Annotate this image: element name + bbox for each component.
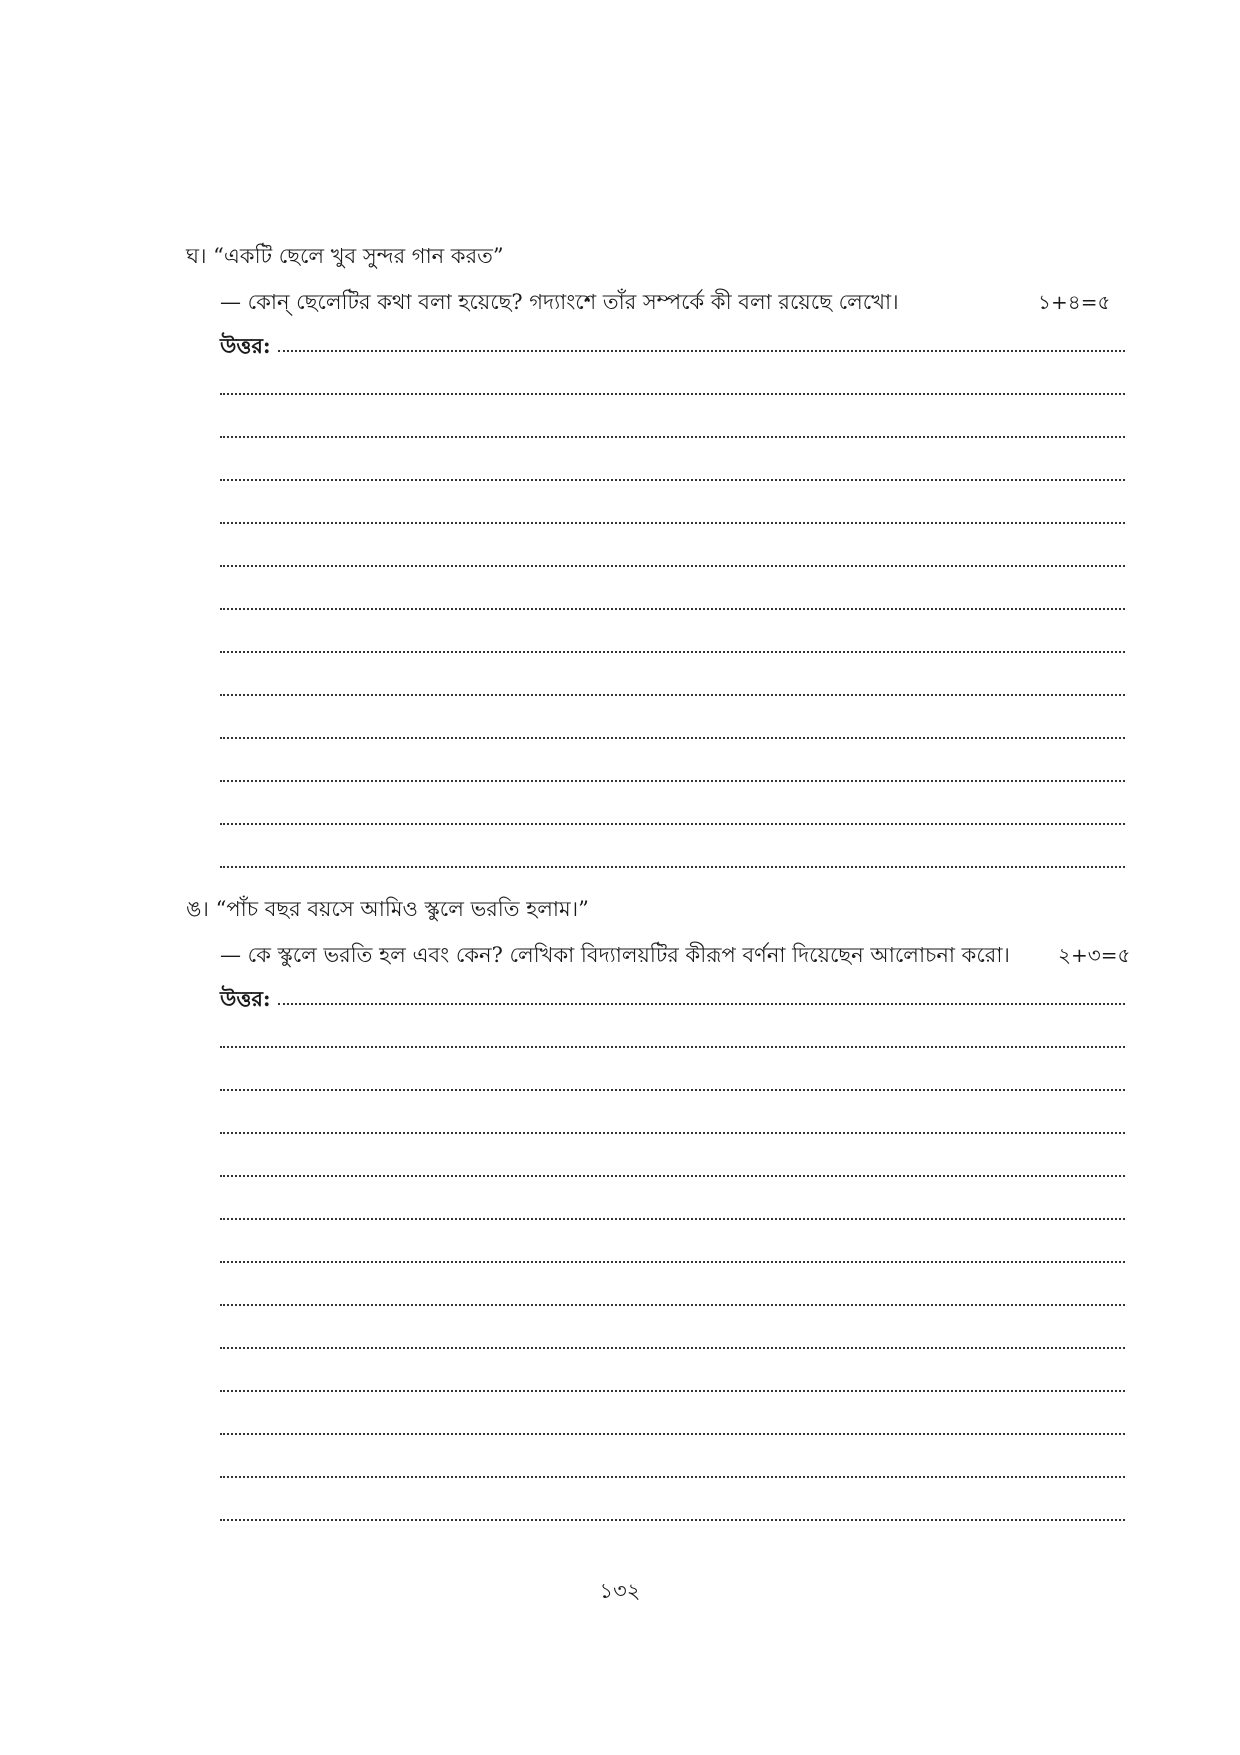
- answer-line[interactable]: [220, 1132, 1125, 1134]
- question-nga-heading: [186, 893, 589, 928]
- answer-line[interactable]: [220, 1519, 1125, 1521]
- answer-line[interactable]: [220, 565, 1125, 567]
- answer-line[interactable]: [220, 608, 1125, 610]
- answer-line[interactable]: [220, 393, 1125, 395]
- answer-line[interactable]: [220, 1218, 1125, 1220]
- question-gha-number: ঘ।: [186, 244, 207, 268]
- answer-line[interactable]: [220, 651, 1125, 653]
- question-gha-heading: [186, 240, 504, 275]
- page-number: ১৩২: [599, 1579, 641, 1603]
- answer-line[interactable]: [220, 522, 1125, 524]
- question-nga-quote: “পাঁচ বছর বয়সে আমিও স্কুলে ভরতি হলাম।”: [215, 897, 589, 921]
- answer-line[interactable]: [220, 780, 1125, 782]
- question-nga-answer-label: উত্তর:: [220, 986, 271, 1011]
- answer-line[interactable]: [220, 1089, 1125, 1091]
- answer-line[interactable]: [220, 737, 1125, 739]
- answer-line[interactable]: [220, 1175, 1125, 1177]
- answer-line[interactable]: [220, 1390, 1125, 1392]
- answer-line[interactable]: [278, 1003, 1125, 1005]
- answer-line[interactable]: [220, 1046, 1125, 1048]
- answer-line[interactable]: [220, 823, 1125, 825]
- answer-line[interactable]: [220, 1347, 1125, 1349]
- question-gha-quote: “একটি ছেলে খুব সুন্দর গান করত”: [213, 244, 504, 268]
- answer-line[interactable]: [220, 1476, 1125, 1478]
- answer-line[interactable]: [278, 350, 1125, 352]
- question-nga-marks: ২+৩=৫: [1058, 943, 1131, 967]
- answer-line[interactable]: [220, 694, 1125, 696]
- question-gha-prompt: — কোন্ ছেলেটির কথা বলা হয়েছে? গদ্যাংশে তাঁর সম্পর্কে কী বলা রয়েছে লেখো।: [220, 290, 899, 314]
- answer-line[interactable]: [220, 866, 1125, 868]
- answer-line[interactable]: [220, 436, 1125, 438]
- question-nga-number: ঙ।: [186, 897, 209, 921]
- answer-line[interactable]: [220, 479, 1125, 481]
- question-gha-answer-label: উত্তর:: [220, 333, 271, 358]
- answer-line[interactable]: [220, 1261, 1125, 1263]
- answer-line[interactable]: [220, 1433, 1125, 1435]
- answer-line[interactable]: [220, 1304, 1125, 1306]
- question-nga-prompt: — কে স্কুলে ভরতি হল এবং কেন? লেখিকা বিদ্যালয়টির কীরূপ বর্ণনা দিয়েছেন আলোচনা করো।: [220, 943, 1010, 967]
- question-gha-marks: ১+৪=৫: [1038, 290, 1111, 314]
